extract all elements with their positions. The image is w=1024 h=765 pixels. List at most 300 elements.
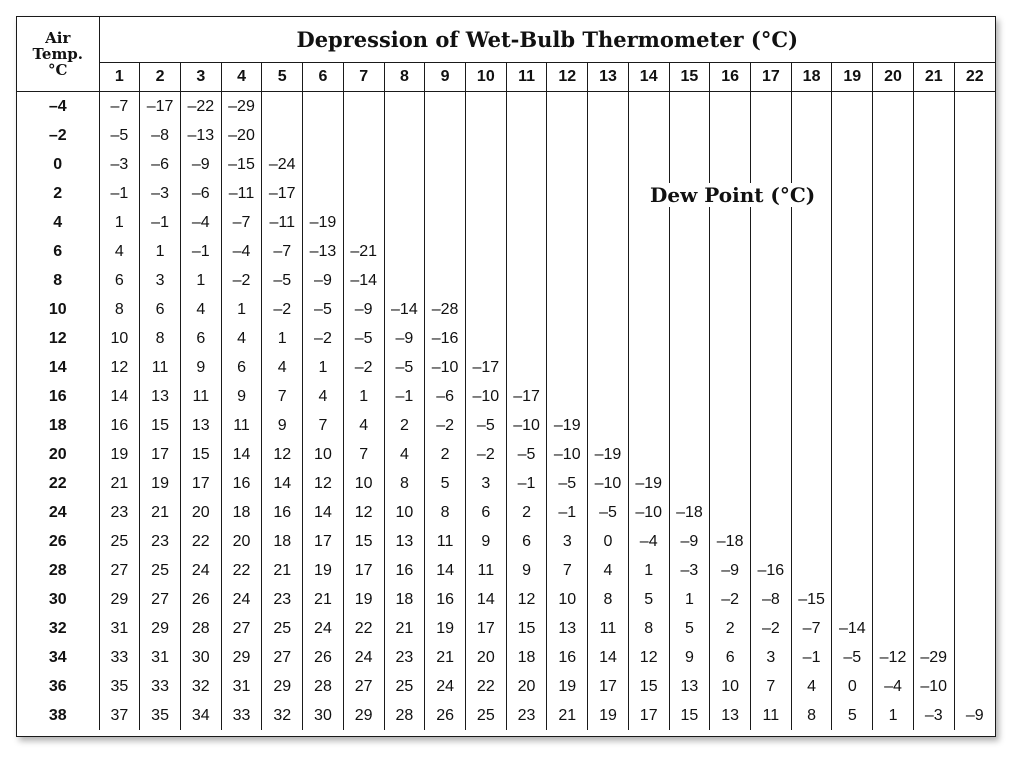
dew-point-cell (547, 121, 588, 150)
dew-point-cell: 6 (140, 295, 181, 324)
dew-point-cell: 6 (710, 643, 751, 672)
dew-point-cell: –19 (547, 411, 588, 440)
dew-point-cell: 7 (547, 556, 588, 585)
dew-point-cell: 9 (506, 556, 547, 585)
column-number: 3 (180, 63, 221, 92)
dew-point-cell (954, 498, 995, 527)
dew-point-cell: 12 (262, 440, 303, 469)
dew-point-cell: 17 (343, 556, 384, 585)
dew-point-cell: 11 (180, 382, 221, 411)
dew-point-cell (628, 121, 669, 150)
dew-point-cell: 19 (425, 614, 466, 643)
dew-point-label: Dew Point (°C) (647, 183, 818, 207)
dew-point-cell: –7 (99, 92, 140, 122)
dew-point-cell (751, 295, 792, 324)
dew-point-cell: –2 (425, 411, 466, 440)
dew-point-cell (832, 295, 873, 324)
dew-point-cell (425, 266, 466, 295)
dew-point-cell: 24 (303, 614, 344, 643)
column-number: 19 (832, 63, 873, 92)
dew-point-cell: 3 (751, 643, 792, 672)
dew-point-cell: –13 (180, 121, 221, 150)
dew-point-cell: –15 (221, 150, 262, 179)
dew-point-cell: –1 (99, 179, 140, 208)
dew-point-cell: 12 (303, 469, 344, 498)
dew-point-cell: –17 (506, 382, 547, 411)
dew-point-cell (832, 440, 873, 469)
dew-point-cell: 5 (832, 701, 873, 730)
dew-point-cell: –6 (425, 382, 466, 411)
dew-point-cell (913, 353, 954, 382)
dew-point-cell (588, 382, 629, 411)
dew-point-cell: 11 (751, 701, 792, 730)
table-row (17, 585, 995, 614)
dew-point-cell: –29 (913, 643, 954, 672)
dew-point-cell (710, 295, 751, 324)
air-temp-value: 10 (17, 295, 99, 324)
dew-point-cell: 16 (99, 411, 140, 440)
dew-point-cell: 18 (384, 585, 425, 614)
dew-point-cell: –3 (99, 150, 140, 179)
dew-point-cell (628, 150, 669, 179)
dew-point-cell (343, 150, 384, 179)
dew-point-cell: 1 (221, 295, 262, 324)
dew-point-cell: –10 (465, 382, 506, 411)
table-row (17, 295, 995, 324)
dew-point-cell (751, 353, 792, 382)
dew-point-cell: –28 (425, 295, 466, 324)
column-number: 2 (140, 63, 181, 92)
dew-point-cell: 23 (99, 498, 140, 527)
dew-point-cell (873, 411, 914, 440)
air-temp-header-unit: °C (48, 61, 68, 79)
dew-point-cell (873, 498, 914, 527)
dew-point-cell: 13 (140, 382, 181, 411)
dew-point-cell (547, 382, 588, 411)
dew-point-cell (710, 440, 751, 469)
dew-point-cell: 19 (343, 585, 384, 614)
dew-point-cell (710, 121, 751, 150)
dew-point-cell: 35 (99, 672, 140, 701)
dew-point-cell: 2 (710, 614, 751, 643)
dew-point-cell: –5 (832, 643, 873, 672)
column-number: 14 (628, 63, 669, 92)
dew-point-cell: 21 (547, 701, 588, 730)
dew-point-cell (547, 150, 588, 179)
dew-point-cell: 17 (588, 672, 629, 701)
dew-point-cell: 10 (343, 469, 384, 498)
dew-point-cell: –5 (506, 440, 547, 469)
dew-point-cell (791, 353, 832, 382)
dew-point-cell: –11 (262, 208, 303, 237)
depression-title: Depression of Wet-Bulb Thermometer (°C) (99, 17, 995, 63)
dew-point-cell (547, 353, 588, 382)
dew-point-cell (506, 179, 547, 208)
dew-point-cell: –29 (221, 92, 262, 122)
dew-point-cell (832, 527, 873, 556)
dew-point-cell (791, 527, 832, 556)
dew-point-cell (628, 295, 669, 324)
air-temp-header-line2: Temp. (32, 45, 84, 63)
air-temp-value: 26 (17, 527, 99, 556)
table-row (17, 382, 995, 411)
dew-point-cell: –7 (791, 614, 832, 643)
dew-point-cell: 8 (588, 585, 629, 614)
dew-point-cell: 9 (465, 527, 506, 556)
dew-point-cell: –10 (547, 440, 588, 469)
dew-point-cell (628, 92, 669, 122)
dew-point-cell: 0 (832, 672, 873, 701)
dew-point-cell: 26 (180, 585, 221, 614)
column-number: 7 (343, 63, 384, 92)
dew-point-cell: –13 (303, 237, 344, 266)
air-temp-value: 18 (17, 411, 99, 440)
table-row (17, 179, 995, 208)
dew-point-cell (465, 295, 506, 324)
air-temp-value: 30 (17, 585, 99, 614)
dew-point-cell: 14 (99, 382, 140, 411)
dew-point-cell: –1 (791, 643, 832, 672)
dew-point-cell: 1 (873, 701, 914, 730)
dew-point-cell: –17 (465, 353, 506, 382)
dew-point-cell: 19 (99, 440, 140, 469)
air-temp-value: 38 (17, 701, 99, 730)
dew-point-cell: 12 (99, 353, 140, 382)
dew-point-cell: 12 (628, 643, 669, 672)
dew-point-cell (751, 382, 792, 411)
dew-point-cell: 6 (506, 527, 547, 556)
dew-point-cell: 31 (99, 614, 140, 643)
air-temp-value: 6 (17, 237, 99, 266)
dew-point-cell: 16 (425, 585, 466, 614)
dew-point-cell (913, 527, 954, 556)
dew-point-cell: –5 (343, 324, 384, 353)
table-row (17, 643, 995, 672)
dew-point-cell: 29 (140, 614, 181, 643)
dew-point-cell (384, 121, 425, 150)
dew-point-cell (343, 92, 384, 122)
dew-point-cell (791, 92, 832, 122)
column-number: 15 (669, 63, 710, 92)
dew-point-cell: –22 (180, 92, 221, 122)
dew-point-cell: 8 (425, 498, 466, 527)
dew-point-cell (913, 92, 954, 122)
dew-point-cell: 1 (180, 266, 221, 295)
dew-point-cell: 22 (465, 672, 506, 701)
dew-point-cell: 15 (180, 440, 221, 469)
dew-point-cell: –10 (425, 353, 466, 382)
dew-point-cell (628, 324, 669, 353)
table-row (17, 121, 995, 150)
dew-point-cell: –3 (913, 701, 954, 730)
dew-point-cell (913, 324, 954, 353)
dew-point-cell: 28 (180, 614, 221, 643)
dew-point-cell: –10 (628, 498, 669, 527)
dew-point-cell: –2 (221, 266, 262, 295)
dew-point-cell: –3 (669, 556, 710, 585)
table-row (17, 701, 995, 730)
dew-point-cell: 24 (425, 672, 466, 701)
dew-point-cell: –8 (751, 585, 792, 614)
dew-point-cell: 4 (262, 353, 303, 382)
dew-point-cell (547, 295, 588, 324)
dew-point-cell: –9 (710, 556, 751, 585)
dew-point-cell (832, 353, 873, 382)
dew-point-cell: 1 (628, 556, 669, 585)
dew-point-cell (465, 266, 506, 295)
dew-point-cell: 3 (547, 527, 588, 556)
dew-point-cell: 19 (547, 672, 588, 701)
dew-point-cell: 24 (343, 643, 384, 672)
dew-point-cell (710, 150, 751, 179)
dew-point-cell: 10 (99, 324, 140, 353)
dew-point-cell: 9 (180, 353, 221, 382)
dew-point-cell: 1 (669, 585, 710, 614)
air-temp-value: –2 (17, 121, 99, 150)
dew-point-cell: 18 (262, 527, 303, 556)
dew-point-cell: –14 (832, 614, 873, 643)
dew-point-cell (751, 208, 792, 237)
dew-point-cell (791, 295, 832, 324)
dew-point-cell (954, 353, 995, 382)
dew-point-cell: 13 (669, 672, 710, 701)
dew-point-cell: 30 (303, 701, 344, 730)
dew-point-cell (954, 440, 995, 469)
dew-point-cell (954, 324, 995, 353)
dew-point-cell: 8 (384, 469, 425, 498)
dew-point-cell (913, 498, 954, 527)
dew-point-cell (343, 121, 384, 150)
dew-point-cell (588, 266, 629, 295)
dew-point-cell (873, 353, 914, 382)
dew-point-cell: –17 (262, 179, 303, 208)
dew-point-cell (465, 237, 506, 266)
dew-point-cell (954, 614, 995, 643)
dew-point-cell: 27 (140, 585, 181, 614)
dew-point-cell (751, 92, 792, 122)
dew-point-cell: 37 (99, 701, 140, 730)
dew-point-cell (913, 121, 954, 150)
dew-point-cell: 25 (465, 701, 506, 730)
dew-point-cell (384, 150, 425, 179)
dew-point-cell (710, 266, 751, 295)
dew-point-cell (628, 208, 669, 237)
dew-point-cell: 27 (262, 643, 303, 672)
table-row (17, 469, 995, 498)
dew-point-cell: –5 (384, 353, 425, 382)
dew-point-cell: 11 (588, 614, 629, 643)
dew-point-cell (425, 150, 466, 179)
column-number: 18 (791, 63, 832, 92)
dew-point-cell (669, 121, 710, 150)
dew-point-cell: 33 (140, 672, 181, 701)
dew-point-cell: 20 (506, 672, 547, 701)
dew-point-cell (547, 266, 588, 295)
dew-point-cell: 9 (221, 382, 262, 411)
dew-point-cell (791, 237, 832, 266)
table-row (17, 556, 995, 585)
dew-point-cell: 22 (180, 527, 221, 556)
dew-point-cell (873, 295, 914, 324)
dew-point-cell (384, 179, 425, 208)
table-row (17, 498, 995, 527)
dew-point-cell (954, 556, 995, 585)
dew-point-cell (832, 382, 873, 411)
dew-point-cell (669, 208, 710, 237)
dew-point-cell: –10 (588, 469, 629, 498)
dew-point-cell: 35 (140, 701, 181, 730)
dew-point-cell (384, 92, 425, 122)
dew-point-cell (954, 411, 995, 440)
dew-point-cell: –1 (140, 208, 181, 237)
dew-point-cell: 13 (384, 527, 425, 556)
dew-point-cell (628, 237, 669, 266)
dew-point-cell (954, 382, 995, 411)
dew-point-cell: 0 (588, 527, 629, 556)
table-row (17, 150, 995, 179)
dew-point-cell: 20 (180, 498, 221, 527)
dew-point-cell: –2 (465, 440, 506, 469)
dew-point-cell: 17 (180, 469, 221, 498)
column-header-row (17, 63, 995, 92)
air-temp-value: 28 (17, 556, 99, 585)
dew-point-cell (425, 179, 466, 208)
dew-point-cell (710, 324, 751, 353)
dew-point-cell: –9 (303, 266, 344, 295)
dew-point-cell: –17 (140, 92, 181, 122)
dew-point-cell (425, 121, 466, 150)
air-temp-value: 4 (17, 208, 99, 237)
dew-point-cell: 10 (710, 672, 751, 701)
dew-point-cell: 1 (343, 382, 384, 411)
dew-point-cell (873, 469, 914, 498)
dew-point-cell: 13 (180, 411, 221, 440)
column-number: 22 (954, 63, 995, 92)
dew-point-cell: 5 (669, 614, 710, 643)
dew-point-cell (913, 266, 954, 295)
dew-point-cell (343, 179, 384, 208)
dew-point-cell (710, 353, 751, 382)
dew-point-cell: 25 (384, 672, 425, 701)
dew-point-cell: 20 (221, 527, 262, 556)
dew-point-cell: –8 (140, 121, 181, 150)
air-temp-value: 22 (17, 469, 99, 498)
dew-point-cell: 4 (588, 556, 629, 585)
dew-point-cell (669, 266, 710, 295)
dew-point-cell (506, 237, 547, 266)
dew-point-cell: 23 (140, 527, 181, 556)
dew-point-cell (791, 556, 832, 585)
dew-point-cell: 7 (262, 382, 303, 411)
dew-point-cell: 1 (262, 324, 303, 353)
air-temp-value: 34 (17, 643, 99, 672)
dew-point-cell: –2 (343, 353, 384, 382)
dew-point-cell: 4 (221, 324, 262, 353)
dew-point-cell: 21 (425, 643, 466, 672)
dew-point-cell: 28 (384, 701, 425, 730)
air-temp-value: 32 (17, 614, 99, 643)
dew-point-cell: 15 (669, 701, 710, 730)
dew-point-cell (873, 324, 914, 353)
dew-point-cell (751, 469, 792, 498)
dew-point-cell (669, 324, 710, 353)
table-row (17, 527, 995, 556)
table-row (17, 614, 995, 643)
dew-point-cell (710, 382, 751, 411)
dew-point-cell: 22 (343, 614, 384, 643)
dew-point-cell: 14 (303, 498, 344, 527)
dew-point-cell: 19 (303, 556, 344, 585)
dew-point-cell: –14 (343, 266, 384, 295)
dew-point-cell: 7 (343, 440, 384, 469)
dew-point-cell: –19 (588, 440, 629, 469)
dew-point-cell (303, 121, 344, 150)
dew-point-cell (628, 382, 669, 411)
dew-point-cell: 33 (221, 701, 262, 730)
dew-point-cell (669, 411, 710, 440)
dew-point-cell: 15 (140, 411, 181, 440)
dew-point-cell: 34 (180, 701, 221, 730)
column-number: 21 (913, 63, 954, 92)
dew-point-cell (832, 121, 873, 150)
dew-point-cell: 14 (425, 556, 466, 585)
dew-point-cell: 10 (384, 498, 425, 527)
dew-point-cell: –3 (140, 179, 181, 208)
dew-point-cell: –5 (547, 469, 588, 498)
dew-point-cell (425, 92, 466, 122)
dew-point-cell: –15 (791, 585, 832, 614)
dew-point-cell (547, 92, 588, 122)
dew-point-cell: –21 (343, 237, 384, 266)
dew-point-cell: –9 (180, 150, 221, 179)
dew-point-cell: 7 (303, 411, 344, 440)
dew-point-cell: –4 (221, 237, 262, 266)
dew-point-cell (913, 556, 954, 585)
table-row (17, 440, 995, 469)
air-temp-value: 14 (17, 353, 99, 382)
dew-point-cell: 26 (303, 643, 344, 672)
dew-point-cell (303, 150, 344, 179)
dew-point-cell (913, 150, 954, 179)
dew-point-cell (873, 440, 914, 469)
dew-point-cell: –10 (913, 672, 954, 701)
dew-point-cell (791, 121, 832, 150)
dew-point-cell (425, 237, 466, 266)
dew-point-cell (873, 527, 914, 556)
dew-point-cell (588, 92, 629, 122)
dew-point-cell: –2 (303, 324, 344, 353)
dew-point-cell: 3 (140, 266, 181, 295)
dew-point-cell (873, 382, 914, 411)
dew-point-cell: –9 (384, 324, 425, 353)
dew-point-cell (791, 411, 832, 440)
table-row (17, 324, 995, 353)
dew-point-cell (303, 179, 344, 208)
dew-point-cell (832, 179, 873, 208)
dew-point-cell (465, 179, 506, 208)
dew-point-cell: 11 (221, 411, 262, 440)
dew-point-cell (588, 411, 629, 440)
air-temp-value: 16 (17, 382, 99, 411)
dew-point-cell (628, 353, 669, 382)
dew-point-cell (465, 92, 506, 122)
dew-point-cell (710, 411, 751, 440)
dew-point-cell (832, 266, 873, 295)
dew-point-cell (791, 324, 832, 353)
dew-point-cell (588, 237, 629, 266)
dew-point-cell (913, 179, 954, 208)
dew-point-cell: –7 (221, 208, 262, 237)
